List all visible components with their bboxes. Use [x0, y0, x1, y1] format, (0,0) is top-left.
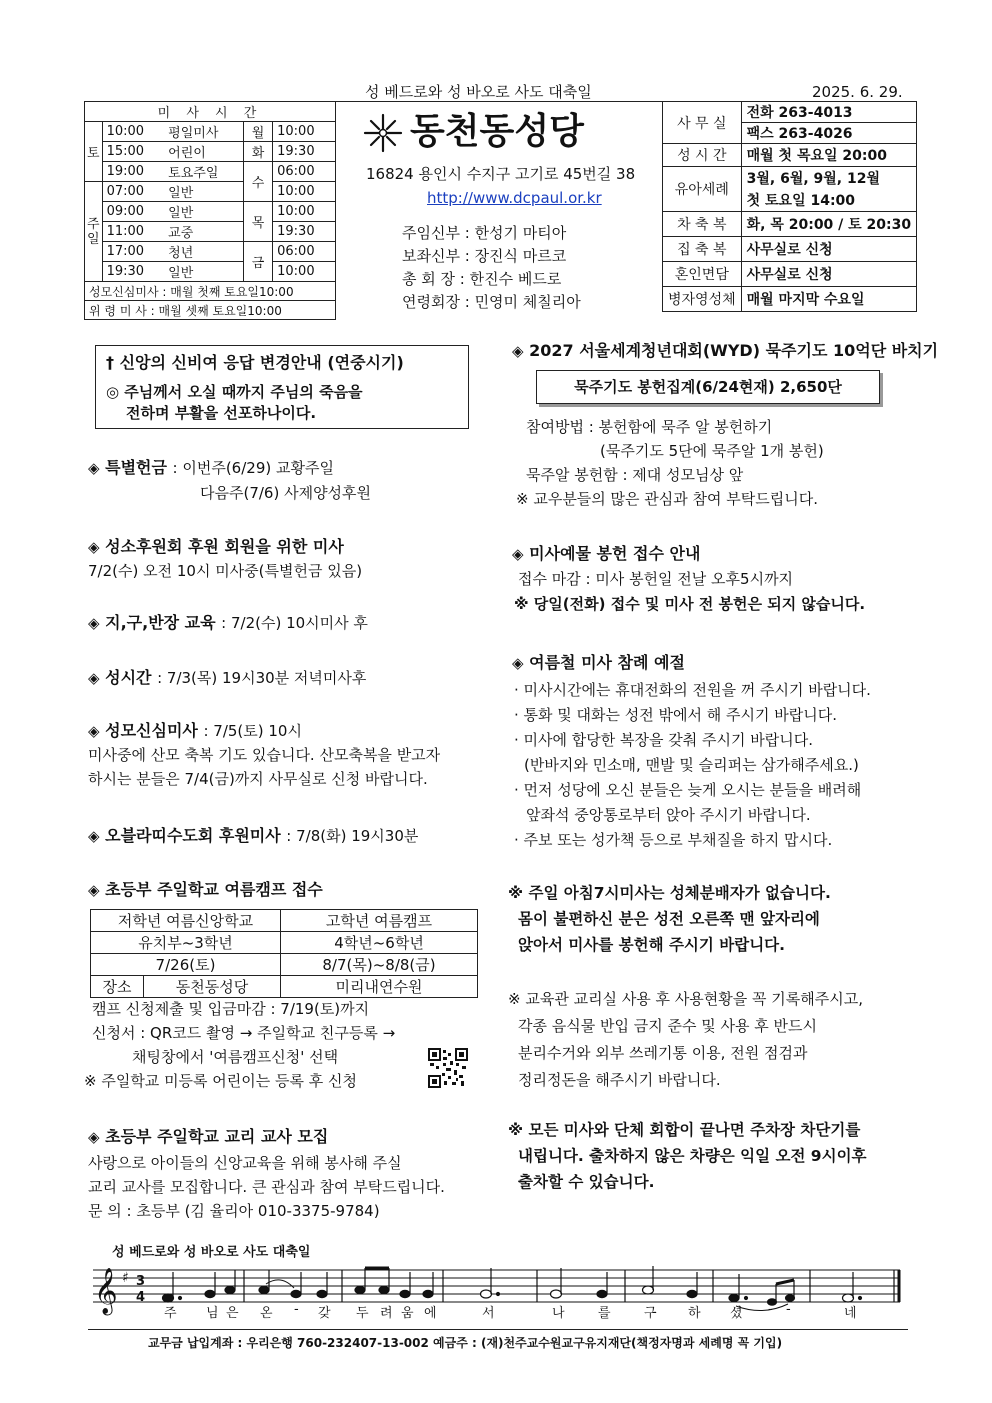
schedule-time: 19:30: [102, 262, 164, 282]
camp-section-title: [88, 879, 323, 901]
footer-rule: [88, 1329, 908, 1330]
summer-etiquette-section: [512, 652, 685, 674]
holyhour-value: 매월 첫 목요일 20:00: [741, 144, 917, 167]
teacher-recruit-title: 초등부 주일학교 교리 교사 모집: [105, 1127, 329, 1146]
weekday-time: 10:00: [273, 262, 336, 282]
weekday-label: 목: [244, 202, 273, 242]
lyric-syllable: 에: [424, 1306, 437, 1321]
marriage-label: 혼인면담: [663, 262, 742, 287]
lyric-syllable: 갖: [318, 1306, 331, 1321]
camp-place-label: 장소: [91, 976, 144, 998]
diamond-bullet-icon: ◈: [88, 614, 100, 632]
parish-name: 동천동성당: [410, 111, 584, 152]
diamond-bullet-icon: ◈: [88, 881, 100, 899]
schedule-time: 07:00: [102, 182, 164, 202]
summer-etiquette-list: [514, 678, 871, 853]
marriage-value: 사무실로 신청: [741, 262, 917, 287]
response-line-2: 전하며 부활을 선포하나이다.: [126, 404, 317, 422]
time-sig-3: 3: [136, 1274, 146, 1289]
lyric-syllable: 움: [401, 1306, 414, 1321]
teacher-recruit-contact: 문 의 : 초등부 (김 율리아 010-3375-9784): [88, 1202, 380, 1220]
schedule-mass: 일반: [164, 182, 243, 202]
office-fax: 팩스 263-4026: [741, 123, 917, 144]
diamond-bullet-icon: ◈: [88, 669, 100, 687]
leader-education-title: 지,구,반장 교육: [105, 613, 216, 632]
lyric-syllable: 네: [844, 1306, 857, 1321]
camp-place-upper: 미리내연수원: [281, 976, 478, 998]
etiquette-item: · 통화 및 대화는 성전 밖에서 해 주시기 바랍니다.: [514, 706, 837, 724]
weekday-label: 수: [244, 162, 273, 202]
summer-etiquette-title: 여름철 미사 참례 예절: [529, 653, 685, 672]
camp-place-lower: 동천동성당: [144, 976, 281, 998]
camp-col-lower: 저학년 여름신앙학교: [91, 910, 281, 932]
weekday-label: 월: [244, 122, 273, 142]
wyd-section-title: [512, 340, 938, 362]
mass-schedule-table: [84, 101, 336, 320]
marian-mass-text: : 7/5(토) 10시: [203, 722, 302, 740]
lyric-syllable: 님: [206, 1306, 219, 1321]
vocation-mass-section: [88, 536, 362, 581]
diamond-bullet-icon: ◈: [88, 459, 100, 477]
sharp-icon: ♯: [122, 1270, 129, 1286]
cross-logo-icon: [362, 112, 404, 154]
sunday-7am-line: ※ 주일 아침7시미사는 성체분배자가 없습니다.: [508, 884, 831, 902]
camp-grade-lower: 유치부~3학년: [91, 932, 281, 954]
issue-date: 2025. 6. 29.: [812, 83, 903, 101]
diamond-bullet-icon: ◈: [512, 545, 524, 563]
special-offering-line1: : 이번주(6/29) 교황주일: [172, 459, 334, 477]
marian-mass-line2: 하시는 분들은 7/4(금)까지 사무실로 신청 바랍니다.: [88, 770, 428, 788]
response-line-1: ◎ 주님께서 오실 때까지 주님의 죽음을: [106, 383, 363, 401]
schedule-footer-marian: 성모신심미사 : 매월 첫째 토요일10:00: [85, 282, 336, 301]
marian-mass-section: [88, 720, 440, 789]
lyric-syllable: -: [768, 1302, 773, 1317]
office-info-table: [662, 101, 917, 312]
weekday-time: 06:00: [273, 162, 336, 182]
wyd-method: 참여방법 : 봉헌함에 묵주 알 봉헌하기: [526, 418, 773, 436]
camp-deadline: 캠프 신청제출 및 입금마감 : 7/19(토)까지: [92, 1000, 370, 1018]
schedule-time: 17:00: [102, 242, 164, 262]
schedule-mass: 교중: [164, 222, 243, 242]
mass-offering-warning: ※ 당일(전화) 접수 및 미사 전 봉헌은 되지 않습니다.: [514, 595, 866, 613]
camp-grade-upper: 4학년~6학년: [281, 932, 478, 954]
staff-president: 총 회 장 : 한진수 베드로: [402, 270, 562, 288]
education-hall-line: ※ 교육관 교리실 사용 후 사용현황을 꼭 기록해주시고,: [508, 990, 864, 1008]
schedule-time: 10:00: [102, 122, 164, 142]
staff-funeral: 연령회장 : 민영미 체칠리아: [402, 293, 581, 311]
oblate-mass-section: [88, 825, 418, 847]
parking-line: ※ 모든 미사와 단체 회합이 끝나면 주차장 차단기를: [508, 1121, 861, 1139]
schedule-title: 미 사 시 간: [85, 102, 336, 122]
parish-address: 16824 용인시 수지구 고기로 45번길 38: [366, 165, 636, 183]
staff-list: [402, 222, 581, 314]
response-change-title: † 신앙의 신비여 응답 변경안내 (연중시기): [106, 353, 404, 372]
special-offering-section: [88, 457, 371, 503]
camp-notes: [92, 997, 395, 1069]
car-blessing-label: 차 축 복: [663, 212, 742, 237]
weekday-time: 10:00: [273, 202, 336, 222]
weekday-label: 화: [244, 142, 273, 162]
teacher-recruit-section: [88, 1126, 445, 1223]
wyd-title: 2027 서울세계청년대회(WYD) 묵주기도 10억단 바치기: [529, 341, 939, 360]
diamond-bullet-icon: ◈: [512, 654, 524, 672]
leader-education-section: [88, 612, 368, 634]
sunday-7am-line: 몸이 불편하신 분은 성전 오른쪽 맨 앞자리에: [518, 910, 820, 928]
lyric-syllable: 두: [356, 1306, 369, 1321]
special-offering-line2: 다음주(7/6) 사제양성후원: [200, 484, 372, 502]
vocation-mass-line: 7/2(수) 오전 10시 미사중(특별헌금 있음): [88, 562, 363, 580]
diamond-bullet-icon: ◈: [88, 538, 100, 556]
mass-offering-deadline: 접수 마감 : 미사 봉헌일 전날 오후5시까지: [518, 570, 794, 588]
lyric-syllable: 나: [552, 1306, 565, 1321]
donation-account: 교무금 납입계좌 : 우리은행 760-232407-13-002 예금주 : (재)천주교수원교구유지재단(책정자명과 세례명 꼭 기입): [148, 1336, 783, 1350]
rosary-count: 묵주기도 봉헌집계(6/24현재) 2,650단: [574, 378, 842, 396]
parking-notice: [508, 1117, 867, 1195]
teacher-recruit-line1: 사랑으로 아이들의 신앙교육을 위해 봉사해 주실: [88, 1154, 402, 1172]
saturday-label: 토: [85, 122, 103, 182]
etiquette-item: · 미사시간에는 휴대전화의 전원을 꺼 주시기 바랍니다.: [514, 681, 871, 699]
lyric-syllable: 셨: [730, 1306, 743, 1321]
schedule-mass: 일반: [164, 262, 243, 282]
antiphon-title: 성 베드로와 성 바오로 사도 대축일: [112, 1245, 311, 1260]
schedule-time: 11:00: [102, 222, 164, 242]
education-hall-line: 각종 음식물 반입 금지 준수 및 사용 후 반드시: [518, 1017, 817, 1035]
vocation-mass-title: 성소후원회 후원 회원을 위한 미사: [105, 537, 344, 556]
lyric-syllable: 하: [688, 1306, 701, 1321]
education-hall-line: 분리수거와 외부 쓰레기통 이용, 전원 점검과: [518, 1044, 808, 1062]
mass-offering-section: [512, 543, 865, 614]
lyric-syllable: -: [294, 1302, 299, 1317]
lyrics-row: [88, 1302, 908, 1324]
lyric-syllable: 려: [380, 1306, 393, 1321]
weekday-time: 10:00: [273, 182, 336, 202]
sunday-7am-line: 앉아서 미사를 봉헌해 주시기 바랍니다.: [518, 936, 786, 954]
mass-offering-title: 미사예물 봉헌 접수 안내: [529, 544, 701, 563]
etiquette-item: · 먼저 성당에 오신 분들은 늦게 오시는 분들을 배려해: [514, 781, 862, 799]
schedule-mass: 청년: [164, 242, 243, 262]
diamond-bullet-icon: ◈: [88, 722, 100, 740]
wyd-box-location: 묵주알 봉헌함 : 제대 성모님상 앞: [526, 466, 744, 484]
etiquette-item: · 미사에 합당한 복장을 갖춰 주시기 바랍니다.: [514, 731, 813, 749]
weekday-time: 19:30: [273, 142, 336, 162]
weekday-time: 10:00: [273, 122, 336, 142]
schedule-time: 15:00: [102, 142, 164, 162]
staff-assistant: 보좌신부 : 장진식 마르코: [402, 247, 567, 265]
schedule-mass: 어린이: [164, 142, 243, 162]
parking-line: 출차할 수 있습니다.: [518, 1173, 655, 1191]
weekday-label: 금: [244, 242, 273, 282]
camp-col-upper: 고학년 여름캠프: [281, 910, 478, 932]
schedule-time: 19:00: [102, 162, 164, 182]
parking-line: 내립니다. 출차하지 않은 차량은 익일 오전 9시이후: [518, 1147, 867, 1165]
etiquette-item: · 주보 또는 성가책 등으로 부채질을 하지 맙시다.: [514, 831, 833, 849]
office-label: 사 무 실: [663, 102, 742, 144]
camp-date-lower: 7/26(토): [91, 954, 281, 976]
baptism-time: 첫 토요일 14:00: [741, 189, 917, 212]
camp-table: [90, 909, 478, 998]
sunday-7am-notice: [508, 880, 831, 958]
sick-communion-label: 병자영성체: [663, 287, 742, 312]
camp-date-upper: 8/7(목)~8/8(금): [281, 954, 478, 976]
schedule-time: 09:00: [102, 202, 164, 222]
lyric-syllable: -: [786, 1302, 791, 1317]
weekday-time: 19:30: [273, 222, 336, 242]
marian-mass-line1: 미사중에 산모 축복 기도 있습니다. 산모축복을 받고자: [88, 746, 441, 764]
special-offering-title: 특별헌금: [105, 458, 167, 477]
oblate-mass-title: 오블라띠수도회 후원미사: [105, 826, 281, 845]
office-phone: 전화 263-4013: [741, 102, 917, 123]
schedule-footer-requiem: 위 령 미 사 : 매월 셋째 토요일10:00: [85, 301, 336, 320]
lyric-syllable: 를: [598, 1306, 611, 1321]
schedule-mass: 평일미사: [164, 122, 243, 142]
holy-hour-text: : 7/3(목) 19시30분 저녁미사후: [157, 669, 367, 687]
oblate-mass-text: : 7/8(화) 19시30분: [286, 827, 419, 845]
qr-code-icon[interactable]: [428, 1048, 468, 1088]
diamond-bullet-icon: ◈: [88, 1128, 100, 1146]
lyric-syllable: 구: [644, 1306, 657, 1321]
house-blessing-value: 사무실로 신청: [741, 237, 917, 262]
diamond-bullet-icon: ◈: [512, 342, 524, 360]
lyric-syllable: 은: [226, 1306, 239, 1321]
time-sig-4: 4: [136, 1290, 146, 1305]
marian-mass-title: 성모신심미사: [105, 721, 198, 740]
camp-form-step: 신청서 : QR코드 촬영 → 주일학교 친구등록 →: [92, 1024, 396, 1042]
response-change-box: [95, 345, 469, 429]
leader-education-text: : 7/2(수) 10시미사 후: [221, 614, 368, 632]
weekday-time: 06:00: [273, 242, 336, 262]
baptism-months: 3월, 6월, 9월, 12월: [741, 167, 917, 190]
parish-website-link[interactable]: http://www.dcpaul.or.kr: [427, 189, 602, 207]
camp-chat-step: 채팅창에서 '여름캠프신청' 선택: [132, 1048, 339, 1066]
lyric-syllable: 서: [482, 1306, 495, 1321]
schedule-mass: 일반: [164, 202, 243, 222]
lyric-syllable: 주: [164, 1306, 177, 1321]
holy-hour-section: [88, 667, 366, 689]
staff-pastor: 주임신부 : 한성기 마티아: [402, 224, 567, 242]
education-hall-notice: [508, 986, 863, 1094]
sunday-label: 주일: [85, 182, 103, 282]
diamond-bullet-icon: ◈: [88, 827, 100, 845]
rosary-count-box: [536, 370, 880, 404]
etiquette-item: (반바지와 민소매, 맨발 및 슬리퍼는 삼가해주세요.): [524, 756, 859, 774]
holy-hour-title: 성시간: [105, 668, 152, 687]
lyric-syllable: 온: [260, 1306, 273, 1321]
camp-title: 초등부 주일학교 여름캠프 접수: [105, 880, 323, 899]
feast-title: 성 베드로와 성 바오로 사도 대축일: [365, 83, 592, 101]
schedule-mass: 토요주일: [164, 162, 243, 182]
sick-communion-value: 매월 마지막 수요일: [741, 287, 917, 312]
etiquette-item: 앞좌석 중앙통로부터 앉아 주시기 바랍니다.: [526, 806, 811, 824]
camp-unregistered-note: ※ 주일학교 미등록 어린이는 등록 후 신청: [84, 1072, 358, 1090]
teacher-recruit-line2: 교리 교사를 모집합니다. 큰 관심과 참여 부탁드립니다.: [88, 1178, 445, 1196]
car-blessing-value: 화, 목 20:00 / 토 20:30: [741, 212, 917, 237]
baptism-label: 유아세례: [663, 167, 742, 212]
holyhour-label: 성 시 간: [663, 144, 742, 167]
treble-clef-icon: 𝄞: [94, 1268, 118, 1314]
wyd-request: ※ 교우분들의 많은 관심과 참여 부탁드립니다.: [516, 490, 818, 508]
house-blessing-label: 집 축 복: [663, 237, 742, 262]
education-hall-line: 정리정돈을 해주시기 바랍니다.: [518, 1071, 721, 1089]
wyd-details: [526, 415, 824, 487]
wyd-method-note: (묵주기도 5단에 묵주알 1개 봉헌): [600, 442, 824, 460]
